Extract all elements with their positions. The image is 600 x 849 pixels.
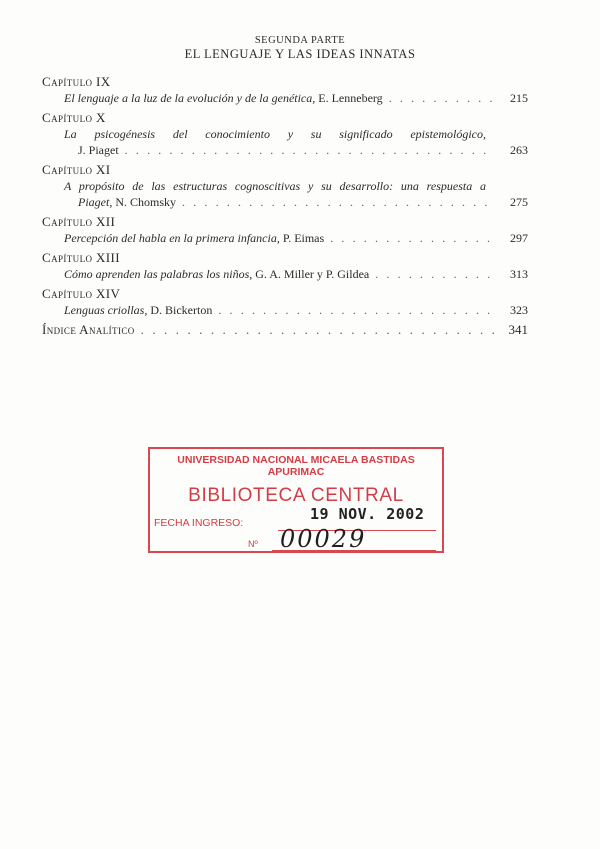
stamp-number-line — [272, 550, 436, 551]
toc-chapter-ix — [42, 74, 528, 106]
page-number: 323 — [510, 303, 528, 317]
toc-entry — [42, 90, 528, 106]
chapter-author: G. A. Miller y P. Gildea — [255, 267, 370, 281]
chapter-label: Capítulo XIII — [42, 250, 120, 265]
chapter-title: Percepción del habla en la primera infancia, — [64, 231, 280, 245]
chapter-author: N. Chomsky — [115, 195, 177, 209]
page-number: 263 — [510, 143, 528, 157]
toc-entry — [42, 126, 528, 158]
dot-leader — [141, 322, 494, 338]
page-number: 215 — [510, 91, 528, 105]
toc-chapter-xi — [42, 162, 528, 210]
dot-leader — [125, 142, 494, 158]
stamp-date-value: 19 NOV. 2002 — [310, 505, 425, 523]
dot-leader — [218, 302, 494, 318]
stamp-number-value: 00029 — [280, 525, 367, 553]
toc-entry — [42, 302, 528, 318]
toc-index-entry — [42, 322, 528, 338]
dot-leader — [389, 90, 494, 106]
part-title: EL LENGUAJE Y LAS IDEAS INNATAS — [184, 47, 416, 61]
part-label: SEGUNDA PARTE — [254, 35, 346, 46]
chapter-title-cont: Piaget, — [78, 195, 113, 209]
page-number: 275 — [510, 195, 528, 209]
stamp-date-label: FECHA INGRESO: — [154, 517, 244, 529]
table-of-contents — [42, 74, 528, 338]
library-stamp — [148, 447, 444, 553]
page-number: 313 — [510, 267, 528, 281]
page-number: 341 — [508, 322, 528, 337]
toc-chapter-x — [42, 110, 528, 158]
chapter-title: La psicogénesis del conocimiento y su significado epistemológico, — [64, 127, 486, 141]
chapter-title: A propósito de las estructuras cognoscitivas y su desarrollo: una respuesta a — [64, 179, 486, 193]
page-number: 297 — [510, 231, 528, 245]
chapter-title: Lenguas criollas, — [64, 303, 148, 317]
chapter-title: El lenguaje a la luz de la evolución y de la genética, — [64, 91, 316, 105]
toc-entry — [42, 178, 528, 210]
index-label: Índice Analítico — [42, 322, 135, 337]
toc-entry — [42, 230, 528, 246]
chapter-author: D. Bickerton — [150, 303, 213, 317]
part-header — [0, 34, 600, 62]
toc-chapter-xiv — [42, 286, 528, 318]
toc-chapter-xii — [42, 214, 528, 246]
chapter-label: Capítulo X — [42, 110, 106, 125]
toc-chapter-xiii — [42, 250, 528, 282]
dot-leader — [330, 230, 494, 246]
chapter-label: Capítulo XIV — [42, 286, 121, 301]
dot-leader — [182, 194, 494, 210]
stamp-library-name: BIBLIOTECA CENTRAL — [188, 485, 404, 506]
chapter-label: Capítulo XI — [42, 162, 111, 177]
chapter-author: J. Piaget — [78, 143, 119, 157]
stamp-number-label: Nº — [248, 539, 258, 549]
dot-leader — [375, 266, 494, 282]
chapter-label: Capítulo IX — [42, 74, 111, 89]
chapter-author: P. Eimas — [282, 231, 325, 245]
toc-entry — [42, 266, 528, 282]
chapter-title: Cómo aprenden las palabras los niños, — [64, 267, 253, 281]
chapter-label: Capítulo XII — [42, 214, 116, 229]
stamp-institution — [150, 454, 442, 478]
chapter-author: E. Lenneberg — [318, 91, 383, 105]
stamp-institution-line1: UNIVERSIDAD NACIONAL MICAELA BASTIDAS — [177, 454, 415, 466]
stamp-institution-line2: APURIMAC — [267, 466, 325, 478]
